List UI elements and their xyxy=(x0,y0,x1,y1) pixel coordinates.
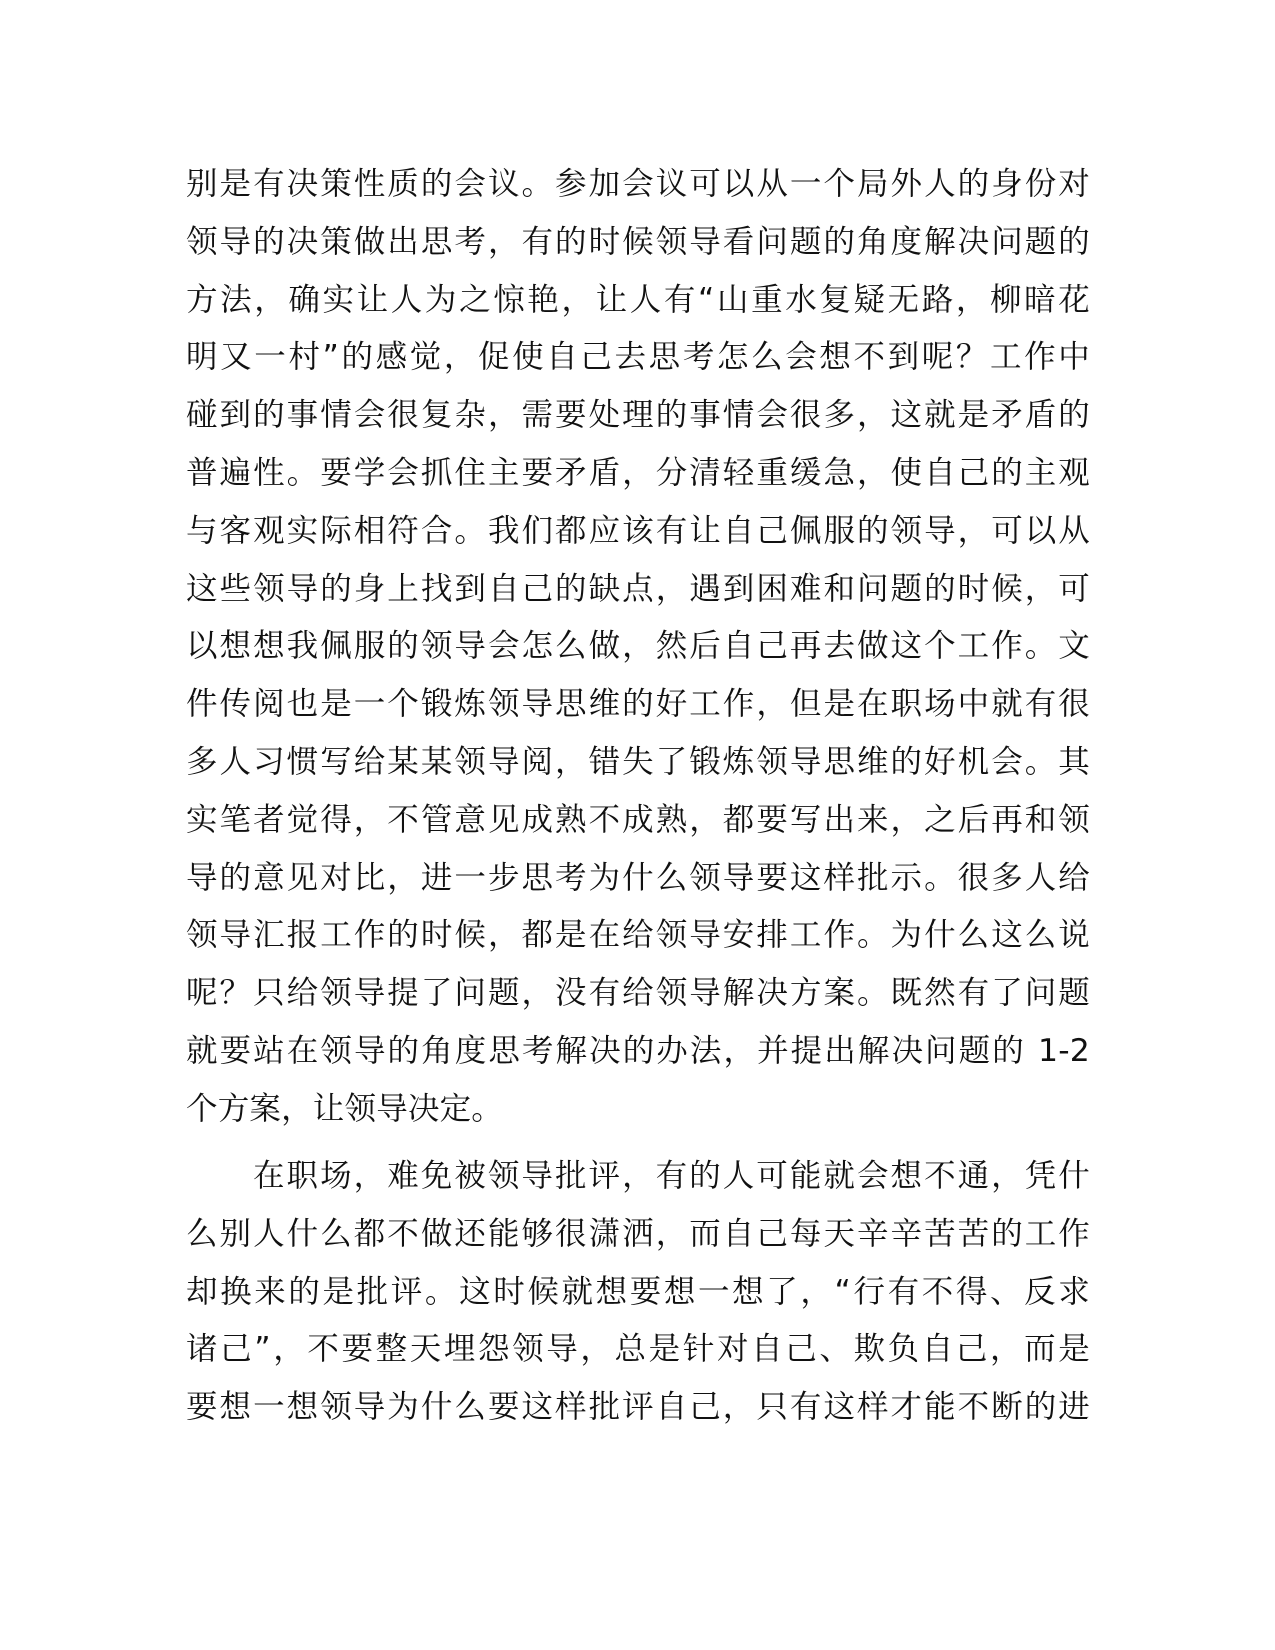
paragraph-1 xyxy=(186,156,1090,1139)
text-line: 领导的决策做出思考，有的时候领导看问题的角度解决问题的 xyxy=(186,223,1090,260)
text-line: 方法，确实让人为之惊艳，让人有“山重水复疑无路，柳暗花 xyxy=(186,281,1090,318)
text-line: 明又一村”的感觉，促使自己去思考怎么会想不到呢？工作中 xyxy=(186,339,1090,376)
text-line: 领导汇报工作的时候，都是在给领导安排工作。为什么这么说 xyxy=(186,917,1090,954)
text-line: 呢？只给领导提了问题，没有给领导解决方案。既然有了问题 xyxy=(186,975,1090,1012)
text-line: 在职场，难免被领导批评，有的人可能就会想不通，凭什 xyxy=(253,1158,1090,1194)
text-line: 实笔者觉得，不管意见成熟不成熟，都要写出来，之后再和领 xyxy=(186,801,1090,838)
text-line: 诸己”，不要整天埋怨领导，总是针对自己、欺负自己，而是 xyxy=(186,1331,1090,1368)
paragraph-2 xyxy=(186,1148,1090,1437)
text-line: 么别人什么都不做还能够很潇洒，而自己每天辛辛苦苦的工作 xyxy=(186,1215,1090,1252)
text-line: 别是有决策性质的会议。参加会议可以从一个局外人的身份对 xyxy=(186,166,1090,202)
text-line: 导的意见对比，进一步思考为什么领导要这样批示。很多人给 xyxy=(186,859,1090,896)
text-line: 要想一想领导为什么要这样批评自己，只有这样才能不断的进 xyxy=(186,1389,1090,1426)
text-line: 却换来的是批评。这时候就想要想一想了，“行有不得、反求 xyxy=(186,1273,1090,1310)
text-line: 件传阅也是一个锻炼领导思维的好工作，但是在职场中就有很 xyxy=(186,686,1090,723)
text-line: 就要站在领导的角度思考解决的办法，并提出解决问题的 1-2 xyxy=(186,1032,1090,1069)
text-line: 碰到的事情会很复杂，需要处理的事情会很多，这就是矛盾的 xyxy=(186,397,1090,434)
text-line: 个方案，让领导决定。 xyxy=(186,1090,504,1127)
text-line: 多人习惯写给某某领导阅，错失了锻炼领导思维的好机会。其 xyxy=(186,743,1090,780)
text-line: 与客观实际相符合。我们都应该有让自己佩服的领导，可以从 xyxy=(186,512,1090,549)
text-line: 以想想我佩服的领导会怎么做，然后自己再去做这个工作。文 xyxy=(186,628,1090,665)
text-line: 这些领导的身上找到自己的缺点，遇到困难和问题的时候，可 xyxy=(186,570,1090,607)
text-line: 普遍性。要学会抓住主要矛盾，分清轻重缓急，使自己的主观 xyxy=(186,454,1090,491)
